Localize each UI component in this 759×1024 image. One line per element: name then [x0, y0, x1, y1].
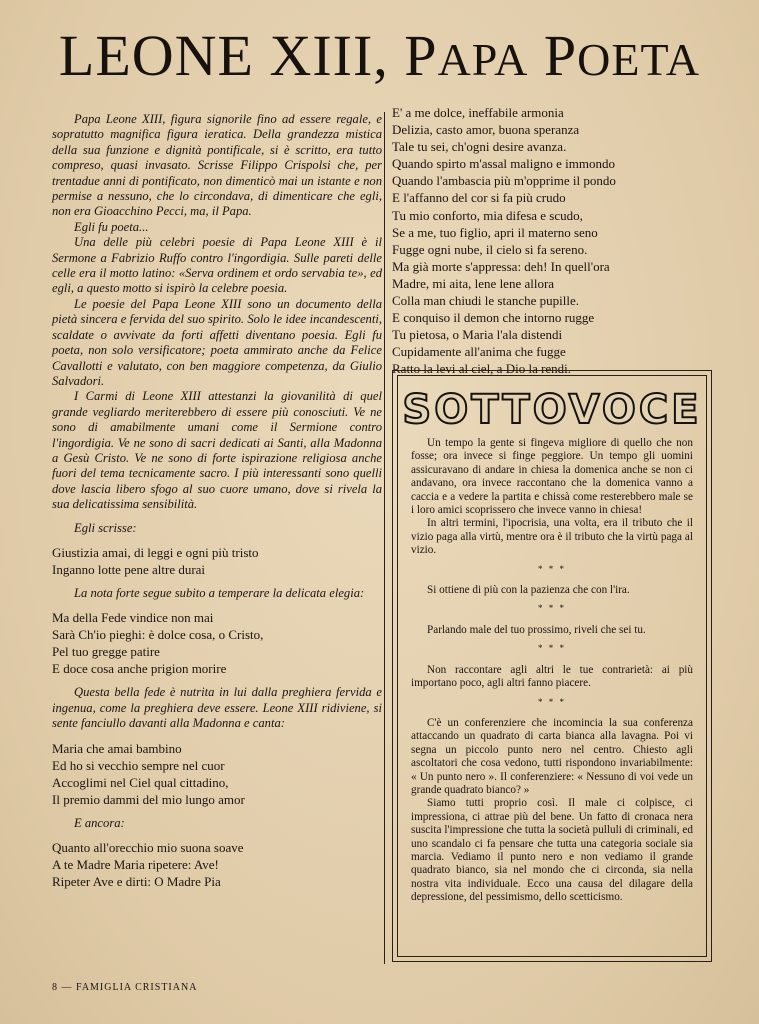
paragraph-bella-fede: Questa bella fede è nutrita in lui dalla preghiera fervida e ingenua, come la preghiera deve essere. Leone XIII ridiviene, si sente fanciullo davanti alla Madonna e canta: [52, 685, 382, 731]
verse-line: Quando spirto m'assal maligno e immondo [392, 156, 615, 172]
sottovoce-title: SOTTOVOCE [402, 387, 702, 433]
verse-line: E conquiso il demon che intorno rugge [392, 310, 595, 326]
paragraph-nota-forte: La nota forte segue subito a temperare la delicata elegia: [74, 585, 365, 600]
verse-line: Il premio dammi del mio lungo amor [52, 791, 245, 807]
right-verse [392, 104, 712, 378]
verse-line: Fugge ogni nube, il cielo si fa sereno. [392, 241, 588, 257]
paragraph-poeta: Egli fu poeta... [74, 219, 149, 234]
verse-line: A te Madre Maria ripetere: Ave! [52, 857, 219, 872]
box-paragraph: Si ottiene di più con la pazienza che con l'ira. [427, 584, 630, 597]
verse-line: Delizia, casto amor, buona speranza [392, 122, 580, 138]
box-paragraph: Siamo tutti proprio così. Il male ci colpisce, ci impressiona, ci attrae più del bene. Un fatto di cronaca nera suscita l'impressione che tutta la società pulluli di criminali, ed uno scandalo ci fa pensare che tutta una categoria sociale sia marcia. Vediamo il punto nero e non vediamo il grande quadrato bianco, sia nel mondo che ci circonda, sia nella nostra vita individuale. Ecco una causa del dilagare della depressione, del pessimismo, dello scetticismo. [411, 797, 693, 904]
title-main: LEONE XIII, [58, 23, 389, 88]
verse-line: Se a me, tuo figlio, apri il materno seno [392, 224, 598, 240]
title-poeta-rest: OETA [577, 34, 701, 85]
separator-stars: * * * [538, 696, 566, 707]
box-paragraph: In altri termini, l'ipocrisia, una volta, era il tributo che il vizio paga alla virtù, mentre ora è il tributo che la virtù paga al vizio. [411, 517, 693, 557]
verse-line: Quando l'ambascia più m'opprime il pondo [392, 173, 616, 189]
sottovoce-text [411, 437, 693, 905]
verse-line: Ed ho si vecchio sempre nel cuor [52, 757, 225, 773]
page-footer: 8 — FAMIGLIA CRISTIANA [52, 982, 198, 993]
article-title [0, 22, 759, 89]
paragraph-sermone: Una delle più celebri poesie di Papa Leone XIII è il Sermone a Fabrizio Ruffo contro l'ingordigia. Sulle pareti delle celle era il motto latino: «Serva ordinem et ordo servabia te», ed egli, a questo motto si ispirò la celebre poesia. [52, 235, 382, 296]
separator-stars: * * * [538, 603, 566, 614]
sottovoce-box [392, 370, 712, 962]
verse-line: Inganno lotte pene altre durai [52, 561, 206, 577]
separator-stars: * * * [538, 563, 566, 574]
separator-stars: * * * [538, 643, 566, 654]
verse-line: E doce cosa anche prigion morire [52, 661, 227, 677]
verse-line: Ma della Fede vindice non mai [52, 610, 214, 626]
box-paragraph: Non raccontare agli altri le tue contrarietà: ai più importano poco, agli altri fanno piacere. [411, 663, 693, 690]
verse-line: E' a me dolce, ineffabile armonia [392, 105, 564, 120]
paragraph-intro: Papa Leone XIII, figura signorile fino ad essere regale, e sopratutto magnifica figura ieratica. Della grandezza mistica della sua funzione e dignità pontificale, si è scritto, era tutto compreso, quasi invasato. Scrisse Filippo Crispolsi che, per trentadue anni di pontificato, non dimenticò mai un istante e non permise a nessuno, che lo circondava, di dimenticare che egli, non era Gioacchino Pecci, ma, il Papa. [52, 112, 382, 219]
verse-line: Sarà Ch'io pieghi: è dolce cosa, o Cristo, [52, 627, 264, 643]
verse-line: Madre, mi aita, lene lene allora [392, 275, 555, 291]
title-cap-p: P [404, 23, 438, 88]
box-paragraph: Un tempo la gente si fingeva migliore di quello che non fosse; ora invece si finge peggiore. Un tempo gli uomini assicuravano di andare in chiesa la domenica anche se non ci andavano, ora invece raccontano che la domenica vanno a caccia e a vedere la partita e chissà come resterebbero male se i loro amici scoprissero che invece vanno in chiesa! [411, 437, 693, 517]
verse-maria [52, 740, 382, 808]
left-column [52, 112, 382, 898]
box-paragraph: C'è un conferenziere che incomincia la sua conferenza attaccando un quadrato di carta bianca alla lavagna. Poi vi segna un piccolo punto nero nel centro. Chiesto agli ascoltatori che cosa vedono, tutti rispondono invariabilmente: « Un punto nero ». Il conferenziere: « Nessuno di voi vede un grande quadrato bianco? » [411, 716, 693, 796]
paragraph-e-ancora: E ancora: [74, 815, 125, 830]
verse-ave [52, 839, 382, 890]
column-divider [384, 112, 385, 964]
verse-line: Ratto la levi al ciel, a Dio la rendi. [392, 361, 572, 377]
verse-line: Quanto all'orecchio mio suona soave [52, 840, 244, 855]
verse-line: Giustizia amai, di leggi e ogni più tristo [52, 544, 259, 560]
verse-line: Tu mio conforto, mia difesa e scudo, [392, 207, 583, 223]
verse-line: Cupidamente all'anima che fugge [392, 344, 566, 360]
paragraph-carmi: I Carmi di Leone XIII attestanzi la giovanilità di quel grande vegliardo meriterebbero di essere più conosciuti. Ve ne sono di amabilmente umani come il Sermione contro l'ingordigia. Ve ne sono di sacri dedicati ai Santi, alla Madonna a Gesù Cristo. Ve ne sono di forte ispirazione religiosa anche fuori del tema tecnicamente sacro. I più interessanti sono quelli dove lascia libero sfogo al suo cuore umano, dove si rivela la sua delicatissima sensibilità. [52, 389, 382, 512]
verse-line: Ripeter Ave e dirti: O Madre Pia [52, 874, 221, 889]
verse-line: Colla man chiudi le stanche pupille. [392, 293, 580, 309]
title-papa-rest: APA [437, 34, 529, 85]
verse-fede [52, 609, 382, 677]
verse-line: Ma già morte s'appressa: deh! In quell'ora [392, 258, 610, 274]
verse-giustizia [52, 544, 382, 578]
verse-line: E l'affanno del cor si fa più crudo [392, 190, 566, 206]
verse-line: Pel tuo gregge patire [52, 644, 160, 660]
verse-line: Tu pietosa, o Maria l'ala distendi [392, 327, 563, 343]
paragraph-egli-scrisse: Egli scrisse: [74, 520, 137, 535]
verse-line: Maria che amai bambino [52, 740, 182, 756]
verse-line: Tale tu sei, ch'ogni desire avanza. [392, 139, 567, 155]
paragraph-poesie: Le poesie del Papa Leone XIII sono un documento della pietà sincera e fervida del suo spirito. Solo le idee incandescenti, scaldate o avvivate da forti affetti diventano poesia. Egli fu poeta, non solo versificatore; poeta ammirato anche da Felice Cavallotti e valutato, con ben maggiore competenza, da Giulio Salvadori. [52, 296, 382, 388]
box-paragraph: Parlando male del tuo prossimo, riveli che sei tu. [427, 623, 646, 636]
verse-line: Accoglimi nel Ciel qual cittadino, [52, 774, 229, 790]
title-cap-poeta: P [543, 23, 578, 88]
